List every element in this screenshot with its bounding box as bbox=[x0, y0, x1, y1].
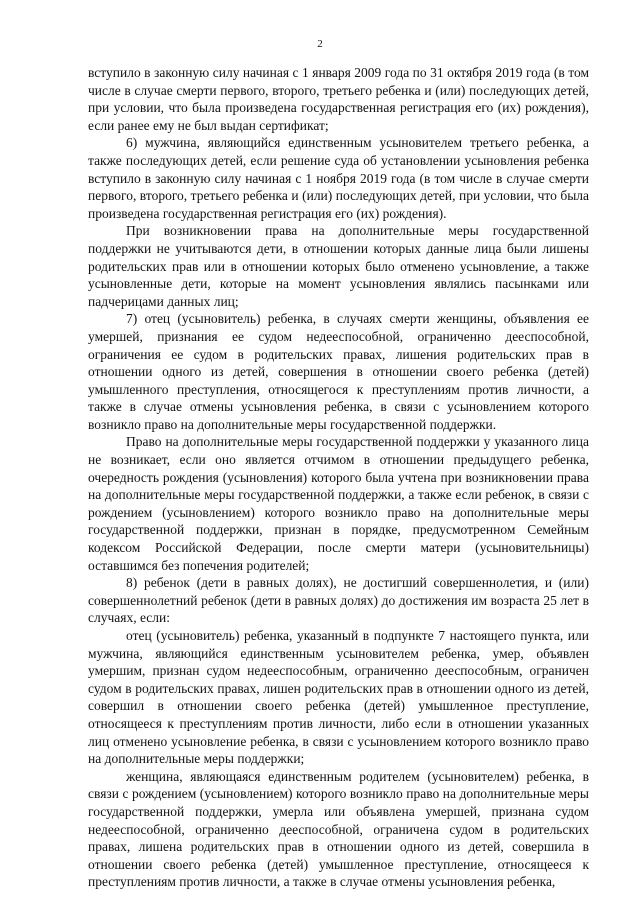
paragraph-continuation: вступило в законную силу начиная с 1 января 2009 года по 31 октября 2019 года (в том числе в случае смерти первого, второго, третьего ребенка и (или) последующих детей, при условии, что была произведена государственная регистрация его (их) рождения), если ранее ему не был выдан сертификат; bbox=[88, 65, 589, 133]
paragraph-item-6: 6) мужчина, являющийся единственным усыновителем третьего ребенка, а также последующих детей, если решение суда об установлении усыновления ребенка вступило в законную силу начиная с 1 ноября 2019 года (в том числе в случае смерти первого, второго, третьего ребенка и (или) последующих детей, при условии, что была произведена государственная регистрация его (их) рождения). bbox=[88, 135, 589, 221]
paragraph-stepfather-note: Право на дополнительные меры государственной поддержки у указанного лица не возникает, если оно является отчимом в отношении предыдущего ребенка, очередность рождения (усыновления) которого была учтена при возникновении права на дополнительные меры государственной поддержки, а также если ребенок, в связи с рождением (усыновлением) которого возникло право на дополнительные меры государственной поддержки, признан в порядке, предусмотренном Семейным кодексом Российской Федерации, после смерти матери (усыновительницы) оставшимся без попечения родителей; bbox=[88, 434, 589, 573]
paragraph-item-8-case-father: отец (усыновитель) ребенка, указанный в подпункте 7 настоящего пункта, или мужчина, являющийся единственным усыновителем ребенка, умер, объявлен умершим, признан судом недееспособным, ограниченно дееспособным, ограничен судом в родительских правах, лишен родительских прав в отношении одного из детей, совершил в отношении своего ребенка (детей) умышленное преступление, относящееся к преступлениям против личности, либо если в отношении указанных лиц отменено усыновление ребенка, в связи с усыновлением которого возникло право на дополнительные меры поддержки; bbox=[88, 628, 589, 767]
paragraph-item-7: 7) отец (усыновитель) ребенка, в случаях смерти женщины, объявления ее умершей, признания ее судом недееспособной, ограниченно дееспособной, ограничения ее судом в родительских правах, лишения родительских прав в отношении одного из детей, совершения в отношении своего ребенка (детей) умышленного преступления, относящегося к преступлениям против личности, а также в случае отмены усыновления ребенка, в связи с усыновлением которого возникло право на дополнительные меры государственной поддержки. bbox=[88, 311, 589, 432]
paragraph-item-8: 8) ребенок (дети в равных долях), не достигший совершеннолетия, и (или) совершеннолетний ребенок (дети в равных долях) до достижения им возраста 25 лет в случаях, если: bbox=[88, 575, 589, 626]
document-body bbox=[88, 64, 589, 891]
paragraph-item-8-case-mother: женщина, являющаяся единственным родителем (усыновителем) ребенка, в связи с рождением (усыновлением) которого возникло право на дополнительные меры государственной поддержки, умерла или объявлена умершей, признана судом недееспособной, ограниченно дееспособной, ограничена судом в родительских правах, лишена родительских прав в отношении одного из детей, совершила в отношении своего ребенка (детей) умышленное преступление, относящееся к преступлениям против личности, а также в случае отмены усыновления ребенка, bbox=[88, 768, 589, 890]
page-number: 2 bbox=[317, 38, 323, 50]
paragraph-exclusion-note: При возникновении права на дополнительные меры государственной поддержки не учитываются дети, в отношении которых данные лица были лишены родительских прав или в отношении которых было отменено усыновление, а также усыновленные дети, которые на момент усыновления являлись пасынками или падчерицами данных лиц; bbox=[88, 223, 589, 309]
